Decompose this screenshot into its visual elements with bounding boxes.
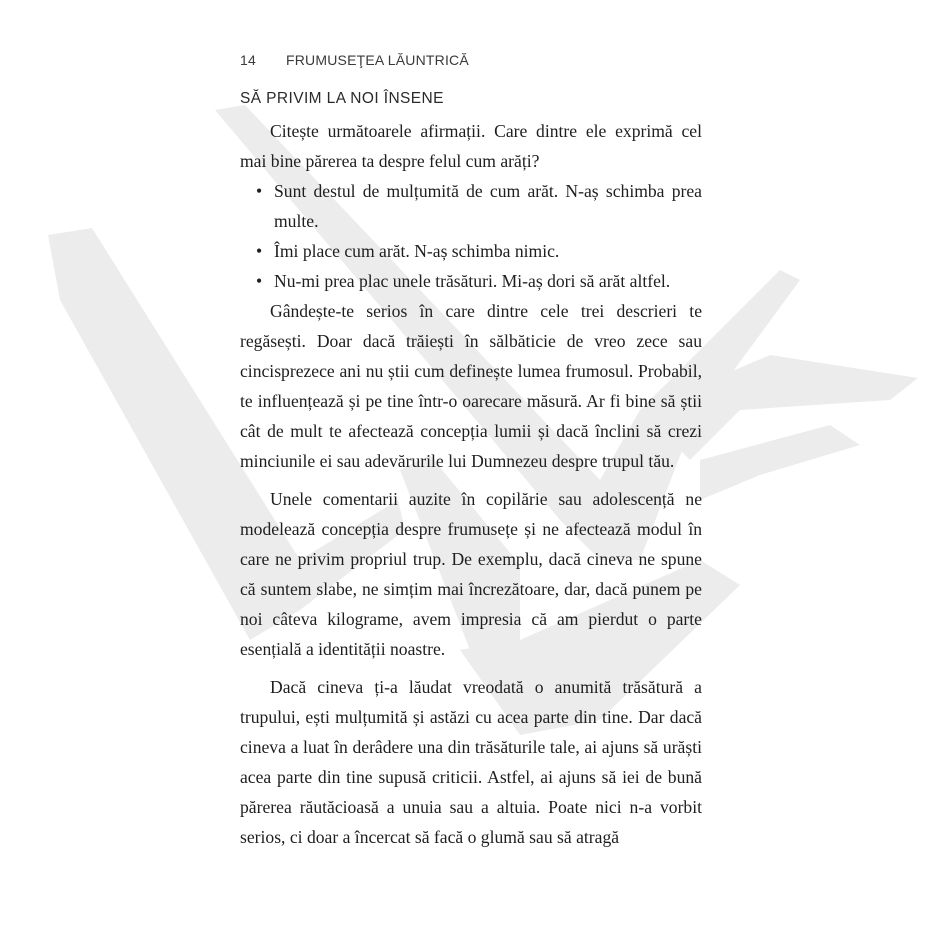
- body-paragraph: Gândește-te serios în care dintre cele trei descrieri te regăsești. Doar dacă trăiești în sălbăticie de vreo zece sau cincisprezece ani nu știi cum definește lumea frumosul. Probabil, te influențează și pe tine într-o oarecare măsură. Ar fi bine să știi cât de mult te afectează concepția lumii și dacă înclini să crezi minciunile ei sau adevărurile lui Dumnezeu despre trupul tău.: [240, 301, 702, 471]
- list-item: • Sunt destul de mulțumită de cum arăt. N-aș schimba prea multe.: [274, 176, 702, 236]
- section-heading: SĂ PRIVIM LA NOI ÎNSENE: [240, 90, 444, 107]
- list-item: • Îmi place cum arăt. N-aș schimba nimic.: [274, 236, 702, 266]
- body-paragraph: Unele comentarii auzite în copilărie sau adolescență ne modelează concepția despre frumusețe și ne afectează modul în care ne privim propriul trup. De exemplu, dacă cineva ne spune că suntem slabe, ne simțim mai încrezătoare, dar, dacă punem pe noi câteva kilograme, avem impresia că am pierdut o parte esențială a identității noastre.: [240, 489, 702, 659]
- intro-paragraph: Citește următoarele afirmații. Care dintre ele exprimă cel mai bine părerea ta despre felul cum arăți?: [240, 121, 702, 171]
- body-text: [240, 116, 702, 852]
- body-paragraph: Dacă cineva ți-a lăudat vreodată o anumită trăsătură a trupului, ești mulțumită și astăzi cu acea parte din tine. Dar dacă cineva a luat în derâdere una din trăsăturile tale, ai ajuns să urăști acea parte din tine supusă criticii. Astfel, ai ajuns să iei de bună părerea răutăcioasă a unuia sau a altuia. Poate nici n-a vorbit serios, ci doar a încercat să facă o glumă sau să atragă: [240, 677, 702, 847]
- statement-list: [240, 176, 702, 296]
- running-header: [240, 52, 469, 68]
- book-title: FRUMUSEŢEA LĂUNTRICĂ: [286, 52, 469, 68]
- page-number: 14: [240, 52, 256, 68]
- list-item: • Nu-mi prea plac unele trăsături. Mi-aș dori să arăt altfel.: [274, 266, 702, 296]
